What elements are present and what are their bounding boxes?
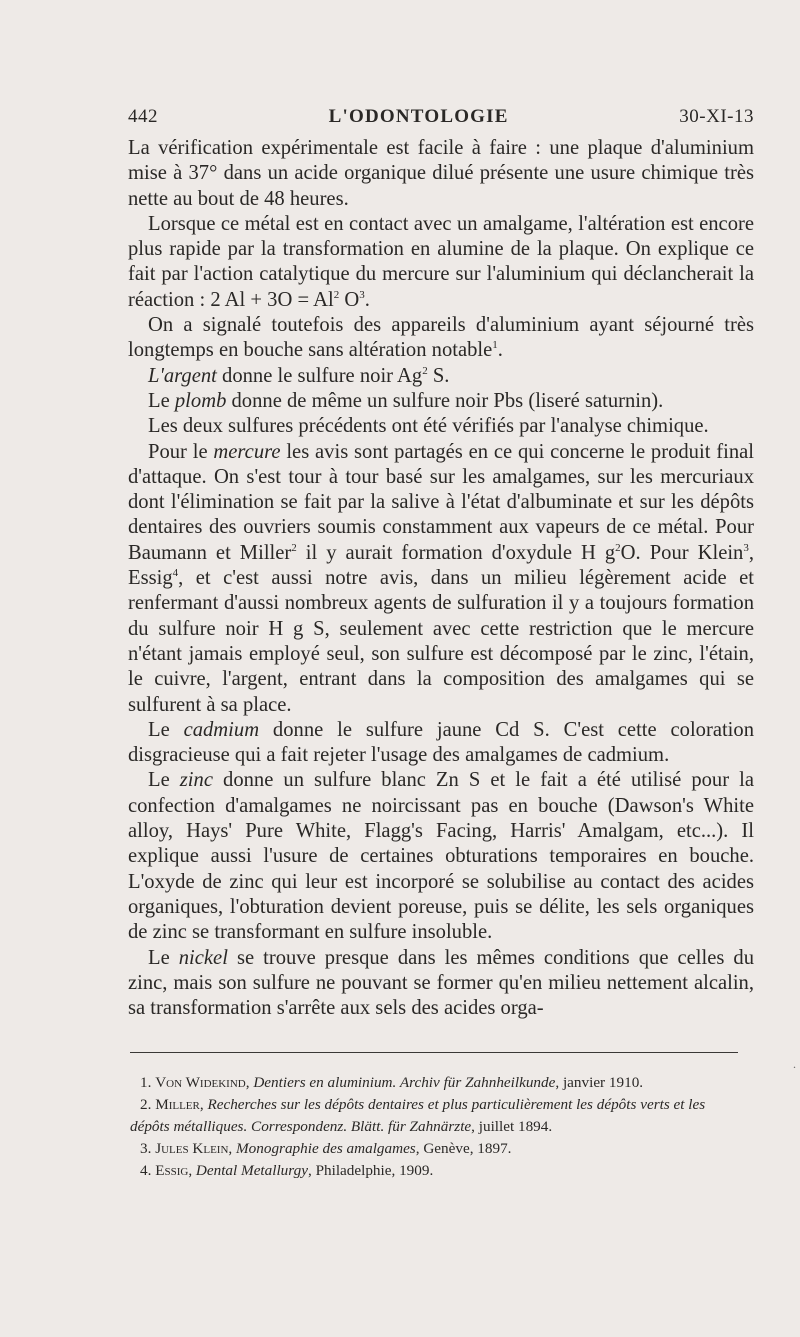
paragraph-p8: Le cadmium donne le sulfure jaune Cd S. C'est cette coloration disgracieuse qui a fait rejeter l'usage des amalgames de cadmium. [128, 718, 754, 767]
paragraph-p1: La vérification expérimentale est facile à faire : une plaque d'aluminium mise à 37° dans un acide organique dilué présente une usure chimique très nette au bout de 48 heures. [128, 137, 754, 210]
page [128, 106, 754, 1021]
footnotes [130, 1072, 740, 1182]
issue-date: 30-XI-13 [679, 106, 754, 127]
paragraph-p6: Les deux sulfures précédents ont été vérifiés par l'analyse chimique. [148, 415, 709, 438]
journal-title: L'ODONTOLOGIE [328, 106, 509, 127]
paragraph-p2: Lorsque ce métal est en contact avec un amalgame, l'altération est encore plus rapide par la transformation en alumine de la plaque. On explique ce fait par l'action catalytique du mercure sur l'aluminium qui déclancherait la réaction : 2 $Al + 3O = Al^2$ $O^3$. [128, 212, 754, 311]
page-number: 442 [128, 106, 158, 127]
paragraph-p9: Le zinc donne un sulfure blanc Zn S et le fait a été utilisé pour la confection d'amalgames ne noircissant pas en bouche (Dawson's White alloy, Hays' Pure White, Flagg's Facing, Harris' Amalgam, etc...). Il explique aussi l'usure de certaines obturations temporaires en bouche. L'oxyde de zinc qui leur est incorporé se solubilise au contact des acides organiques, l'obturation devient poreuse, puis se délite, les sels organiques de zinc se transformant en sulfure insoluble. [128, 769, 754, 944]
running-header [128, 106, 754, 128]
footnote-rule [130, 1052, 738, 1053]
paragraph-p5: Le plomb donne de même un sulfure noir Pbs (liseré saturnin). [148, 389, 664, 412]
footnote-fn1: 1. Von Widekind, Dentiers en aluminium. Archiv für Zahnheilkunde, janvier 1910. [140, 1074, 644, 1091]
paragraph-p7: Pour le mercure les avis sont partagés en ce qui concerne le produit final d'attaque. On s'est tour à tour basé sur les amalgames, sur les mercuriaux dont l'élimination se fait par la salive à l'état d'albuminate et sur les dépôts dentaires des ouvriers soumis constamment aux vapeurs de ce métal. Pour Baumann et Miller$^2$ il y aurait formation d'oxydule H $g^2O$. Pour Klein$^3$, Essig$^4$, et c'est aussi notre avis, dans un milieu légèrement acide et renfermant d'aussi nombreux agents de sulfuration il y a toujours formation du sulfure noir H g S, seulement avec cette restriction que le mercure n'étant jamais employé seul, son sulfure est décomposé par le zinc, l'étain, le cuivre, l'argent, entrant dans la composition des amalgames qui se sulfurent à sa place. [128, 440, 755, 716]
body-text [128, 136, 754, 1021]
footnote-fn3: 3. Jules Klein, Monographie des amalgames, Genève, 1897. [140, 1140, 512, 1157]
footnote-fn4: 4. Essig, Dental Metallurgy, Philadelphie, 1909. [140, 1162, 434, 1179]
paragraph-p10: Le nickel se trouve presque dans les mêmes conditions que celles du zinc, mais son sulfure ne pouvant se former qu'en milieu nettement alcalin, sa transformation s'arrête aux sels des acides orga- [128, 946, 754, 1020]
margin-mark: . [793, 1057, 796, 1071]
footnote-fn2: 2. Miller, Recherches sur les dépôts dentaires et plus particulièrement les dépôts verts et les dépôts métalliques. Correspondenz. Blätt. für Zahnärzte, juillet 1894. [130, 1096, 706, 1135]
paragraph-p3: On a signalé toutefois des appareils d'aluminium ayant séjourné très longtemps en bouche sans altération notable$^1$. [128, 314, 754, 362]
paragraph-p4: L'argent donne le sulfure noir Ag$^2$ S. [148, 364, 450, 387]
